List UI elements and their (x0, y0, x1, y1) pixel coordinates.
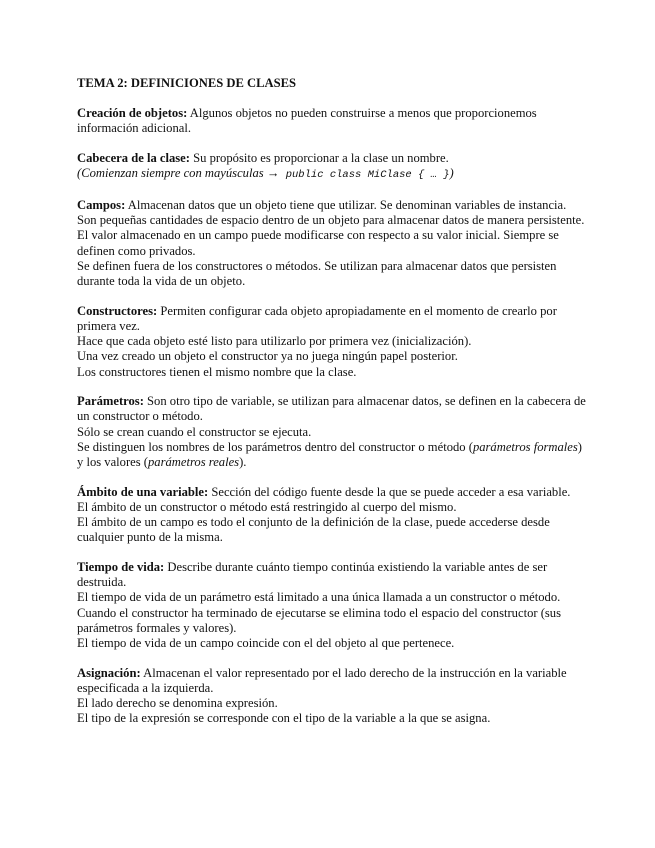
section-tiempo-vida (77, 560, 587, 651)
section-heading: Tiempo de vida: (77, 560, 165, 575)
paragraph-line: Se definen fuera de los constructores o métodos. Se utilizan para almacenar datos que persisten durante toda la vida de un objeto. (77, 258, 557, 289)
section-heading: Constructores: (77, 303, 158, 318)
section-heading: Parámetros: (77, 394, 144, 409)
paragraph-line: Una vez creado un objeto el constructor ya no juega ningún papel posterior. (77, 349, 458, 364)
paragraph (77, 394, 587, 424)
section-heading: Campos: (77, 198, 126, 213)
document-page (77, 76, 587, 741)
paragraph-line: Cuando el constructor ha terminado de ejecutarse se elimina todo el espacio del constructor (sus parámetros formales y valores). (77, 605, 561, 635)
section-heading: Creación de objetos: (77, 106, 188, 121)
paragraph (77, 304, 587, 334)
paragraph-text: Sección del código fuente desde la que se puede acceder a esa variable. (208, 484, 571, 499)
paragraph-text: Describe durante cuánto tiempo continúa existiendo la variable antes de ser destruida. (77, 560, 548, 590)
section-heading: Ámbito de una variable: (77, 484, 209, 499)
section-ambito-variable (77, 485, 587, 546)
paragraph (77, 666, 587, 696)
section-cabecera-clase (77, 151, 587, 183)
section-campos (77, 198, 587, 289)
paragraph-line: Sólo se crean cuando el constructor se ejecuta. (77, 424, 312, 439)
paragraph-line: El lado derecho se denomina expresión. (77, 696, 278, 711)
paragraph-line: El valor almacenado en un campo puede modificarse con respecto a su valor inicial. Siempre se definen como privados. (77, 228, 559, 258)
paragraph-text: Son otro tipo de variable, se utilizan para almacenar datos, se definen en la cabecera de un constructor o método. (77, 394, 586, 424)
text-run: ). (239, 455, 247, 470)
paragraph-line: El tiempo de vida de un parámetro está limitado a una única llamada a un constructor o método. (77, 590, 561, 605)
text-run: ) y los valores ( (77, 439, 582, 470)
section-asignacion (77, 666, 587, 727)
paragraph-line: El tiempo de vida de un campo coincide con el del objeto al que pertenece. (77, 636, 455, 651)
paragraph (77, 106, 587, 136)
section-creacion-objetos (77, 106, 587, 136)
note-text: (Comienzan siempre con mayúsculas (77, 166, 267, 181)
paragraph-note (77, 166, 587, 183)
paragraph-line: Los constructores tienen el mismo nombre que la clase. (77, 364, 357, 379)
arrow-icon: → (266, 166, 280, 181)
emphasis-text: parámetros formales (472, 439, 578, 454)
emphasis-text: parámetros reales (148, 455, 240, 470)
paragraph (77, 485, 587, 500)
paragraph (77, 151, 587, 166)
section-heading: Asignación: (77, 665, 141, 680)
paragraph-text: Permiten configurar cada objeto apropiadamente en el momento de crearlo por primera vez. (77, 303, 557, 333)
paragraph (77, 560, 587, 590)
paragraph-text: Algunos objetos no pueden construirse a menos que proporcionemos información adicional. (77, 106, 537, 136)
paragraph-line: El ámbito de un constructor o método está restringido al cuerpo del mismo. (77, 499, 457, 514)
paragraph-line (77, 440, 587, 470)
paragraph-text: Almacenan el valor representado por el lado derecho de la instrucción en la variable especificada a la izquierda. (77, 665, 567, 695)
text-run: Se distinguen los nombres de los parámetros dentro del constructor o método ( (77, 439, 473, 454)
section-parametros (77, 394, 587, 470)
paragraph-line: Son pequeñas cantidades de espacio dentro de un objeto para almacenar datos de manera persistente. (77, 213, 585, 228)
paragraph-line: Hace que cada objeto esté listo para utilizarlo por primera vez (inicialización). (77, 334, 472, 349)
paragraph (77, 198, 587, 213)
paragraph-line: El ámbito de un campo es todo el conjunto de la definición de la clase, puede accederse desde cualquier punto de la misma. (77, 515, 550, 545)
section-constructores (77, 304, 587, 380)
note-close: ) (449, 166, 454, 181)
code-snippet: public class MiClase { … } (279, 169, 450, 182)
paragraph-text: Almacenan datos que un objeto tiene que utilizar. Se denominan variables de instancia. (125, 198, 567, 213)
paragraph-line: El tipo de la expresión se corresponde con el tipo de la variable a la que se asigna. (77, 711, 491, 726)
paragraph-text: Su propósito es proporcionar a la clase un nombre. (189, 151, 449, 166)
section-heading: Cabecera de la clase: (77, 151, 190, 166)
document-title: TEMA 2: DEFINICIONES DE CLASES (77, 76, 297, 90)
